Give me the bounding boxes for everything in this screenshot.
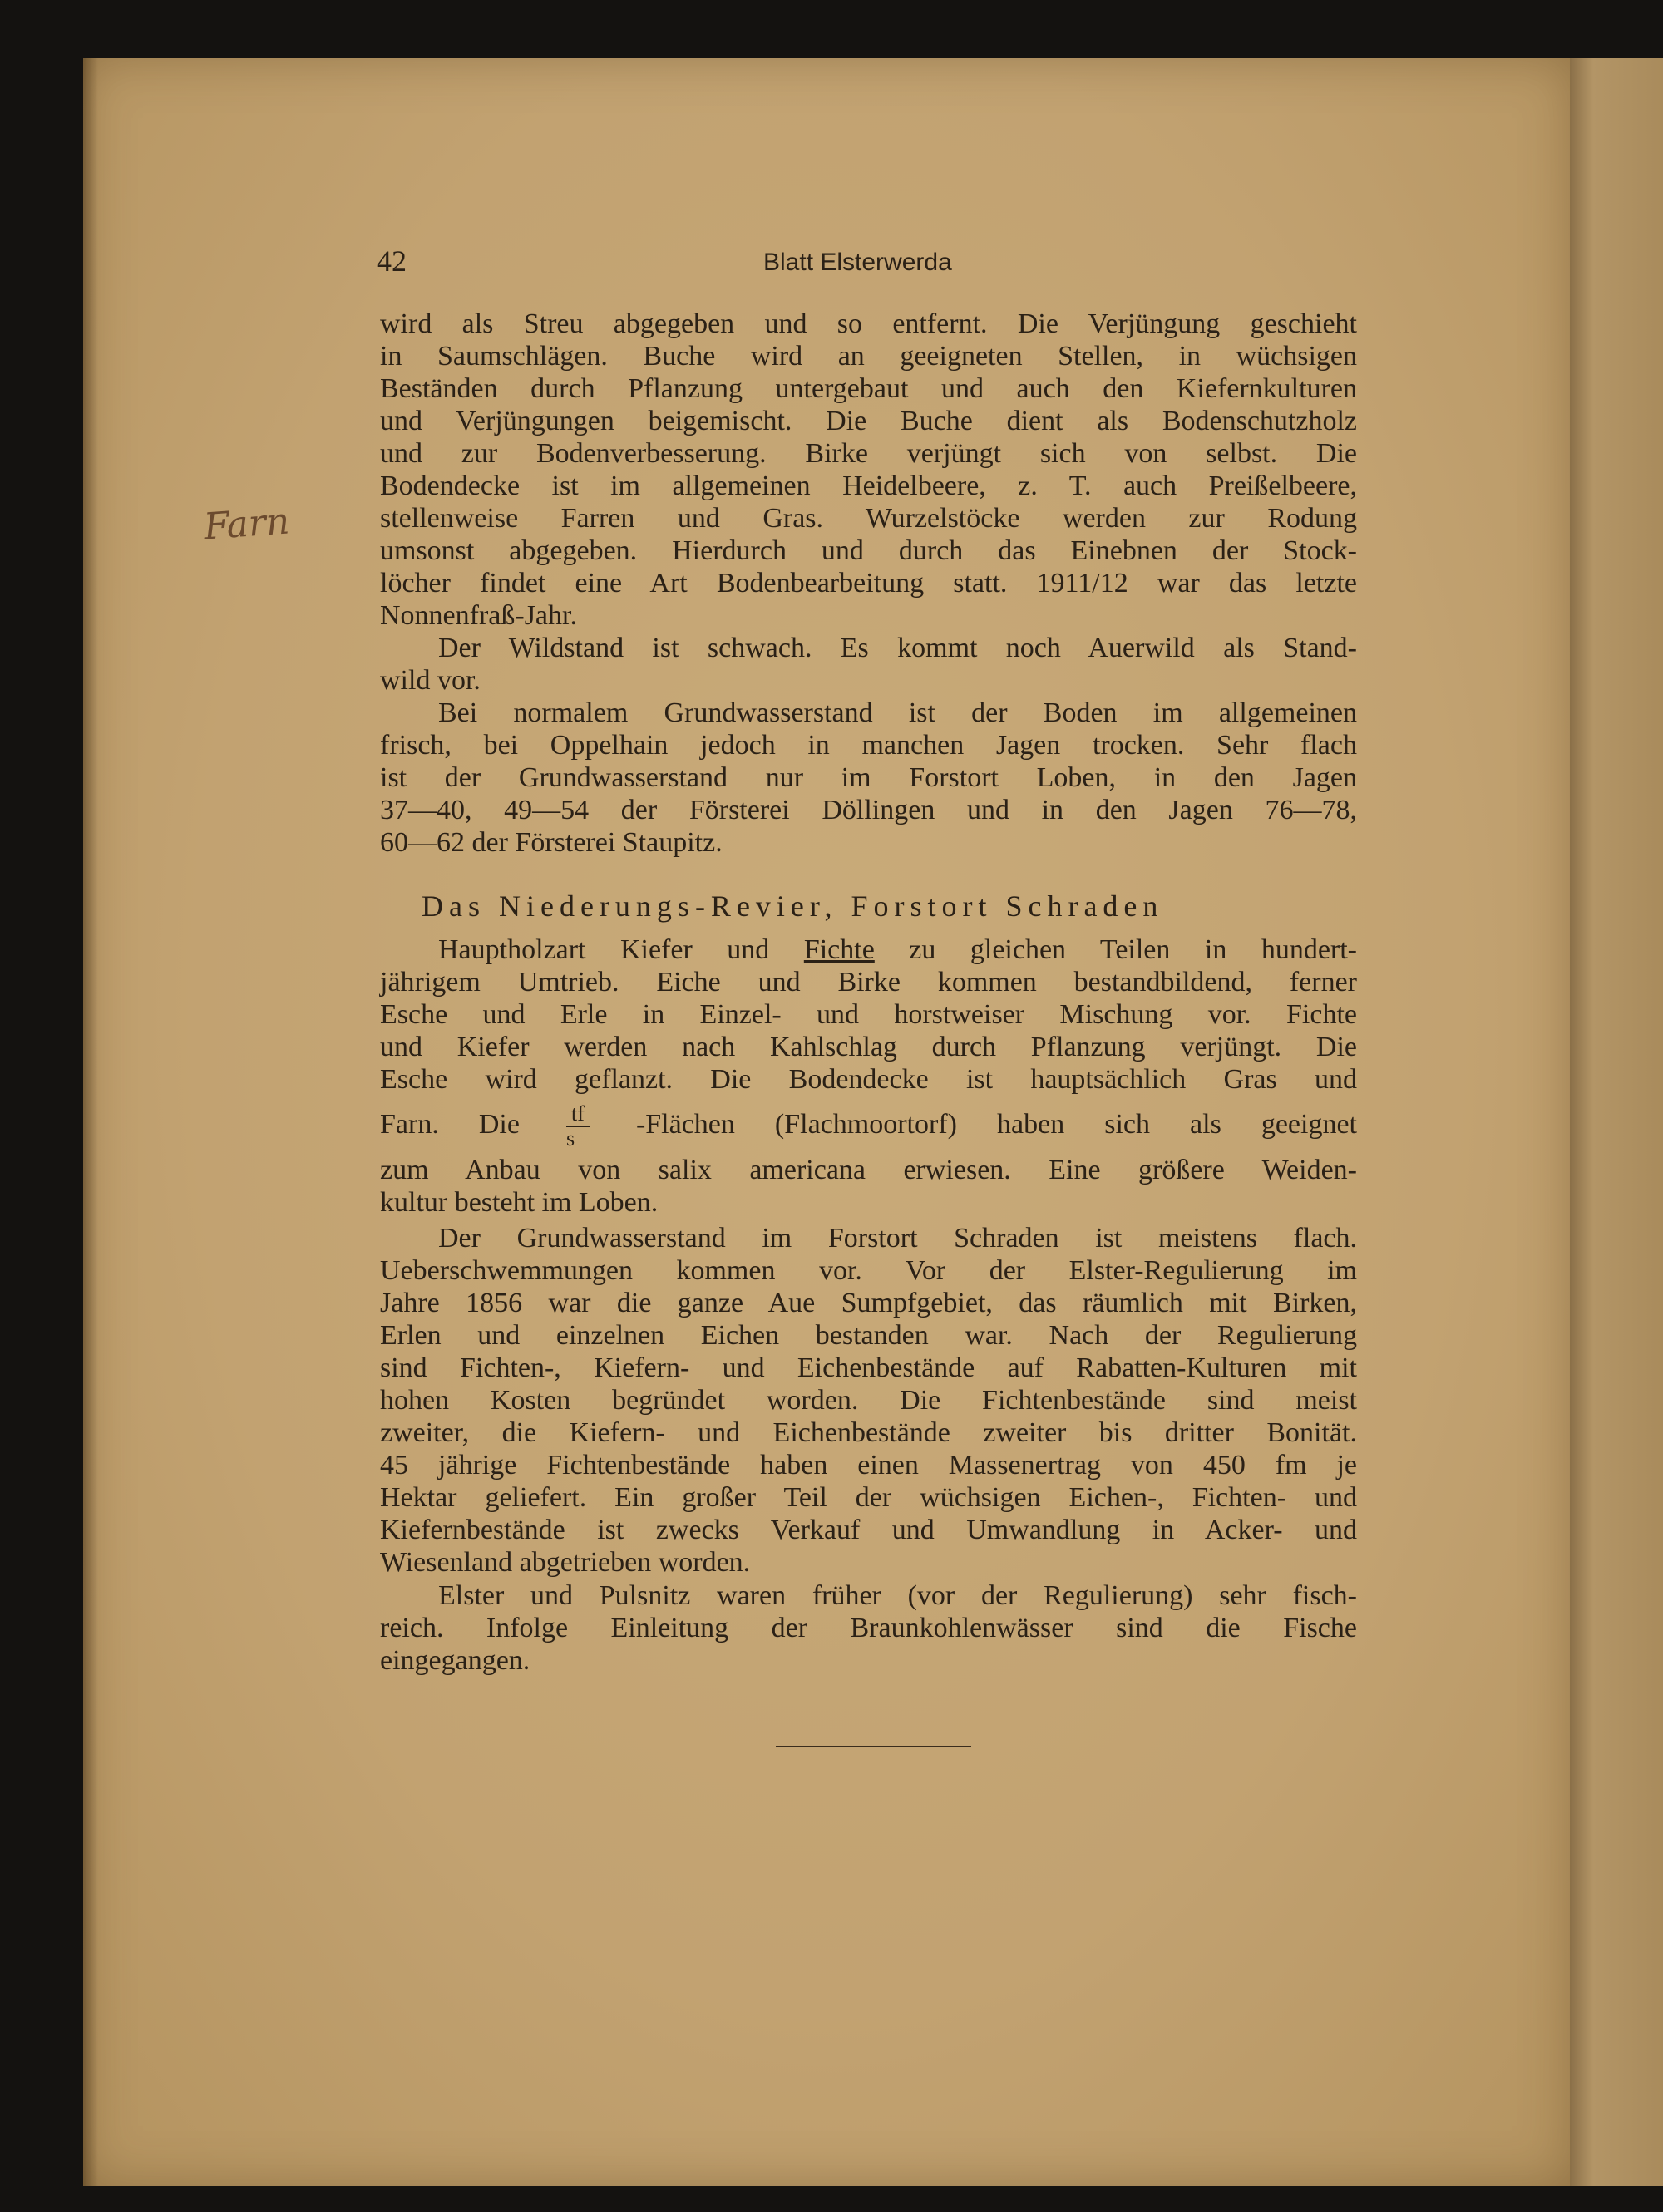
text-line-with-fraction bbox=[380, 1096, 1357, 1154]
text-line: Der Wildstand ist schwach. Es kommt noch Auerwild als Stand- bbox=[438, 633, 1357, 663]
text-segment: zu gleichen Teilen in hundert- bbox=[909, 934, 1358, 965]
paragraph-1 bbox=[380, 308, 1357, 632]
text-line: Hektar geliefert. Ein großer Teil der wüchsigen Eichen-, Fichten- und bbox=[380, 1482, 1357, 1513]
facing-page-edge bbox=[1570, 58, 1663, 2186]
text-line: hohen Kosten begründet worden. Die Fichtenbestände sind meist bbox=[380, 1385, 1357, 1416]
text-line bbox=[380, 934, 1357, 966]
text-line: zum Anbau von salix americana erwiesen. Eine größere Weiden- bbox=[380, 1155, 1357, 1185]
text-line: und zur Bodenverbesserung. Birke verjüngt sich von selbst. Die bbox=[380, 438, 1357, 469]
text-line: und Kiefer werden nach Kahlschlag durch Pflanzung verjüngt. Die bbox=[380, 1032, 1357, 1062]
text-segment: Hauptholzart Kiefer und bbox=[438, 934, 770, 965]
text-line: Bodendecke ist im allgemeinen Heidelbeere, z. T. auch Preißelbeere, bbox=[380, 470, 1357, 501]
text-line: 45 jährige Fichtenbestände haben einen Massenertrag von 450 fm je bbox=[380, 1450, 1357, 1480]
binding-shadow bbox=[83, 58, 98, 2186]
text-line: und Verjüngungen beigemischt. Die Buche dient als Bodenschutzholz bbox=[380, 406, 1357, 436]
underlined-word: Fichte bbox=[803, 934, 875, 965]
text-line: sind Fichten-, Kiefern- und Eichenbestände auf Rabatten-Kulturen mit bbox=[380, 1352, 1357, 1383]
paragraph-4 bbox=[380, 934, 1357, 1219]
running-title: Blatt Elsterwerda bbox=[763, 249, 952, 276]
text-line: 37—40, 49—54 der Försterei Döllingen und in den Jagen 76—78, bbox=[380, 795, 1357, 825]
text-line: wird als Streu abgegeben und so entfernt. Die Verjüngung geschieht bbox=[380, 308, 1357, 339]
text-line: frisch, bei Oppelhain jedoch in manchen Jagen trocken. Sehr flach bbox=[380, 730, 1357, 761]
text-line: Wiesenland abgetrieben worden. bbox=[380, 1547, 751, 1578]
text-line: Jahre 1856 war die ganze Aue Sumpfgebiet, das räumlich mit Birken, bbox=[380, 1288, 1357, 1318]
text-line: ist der Grundwasserstand nur im Forstort Loben, in den Jagen bbox=[380, 762, 1357, 793]
text-line: Bei normalem Grundwasserstand ist der Boden im allgemeinen bbox=[438, 697, 1357, 728]
text-segment: Farn. Die bbox=[380, 1109, 520, 1140]
text-line: in Saumschlägen. Buche wird an geeigneten Stellen, in wüchsigen bbox=[380, 341, 1357, 372]
closing-rule bbox=[776, 1746, 971, 1747]
text-line: Der Grundwasserstand im Forstort Schraden ist meistens flach. bbox=[438, 1223, 1357, 1254]
paragraph-2 bbox=[380, 632, 1357, 697]
text-line: wild vor. bbox=[380, 665, 481, 696]
text-line: Erlen und einzelnen Eichen bestanden war. Nach der Regulierung bbox=[380, 1320, 1357, 1351]
text-line: Elster und Pulsnitz waren früher (vor der Regulierung) sehr fisch- bbox=[438, 1580, 1357, 1611]
text-line: Esche und Erle in Einzel- und horstweiser Mischung vor. Fichte bbox=[380, 999, 1357, 1030]
page-number: 42 bbox=[377, 244, 407, 278]
section-heading: Das Niederungs-Revier, Forstort Schraden bbox=[422, 889, 1164, 923]
text-line: Ueberschwemmungen kommen vor. Vor der Elster-Regulierung im bbox=[380, 1255, 1357, 1286]
text-line: Kiefernbestände ist zwecks Verkauf und Umwandlung in Acker- und bbox=[380, 1515, 1357, 1545]
text-line: löcher findet eine Art Bodenbearbeitung statt. 1911/12 war das letzte bbox=[380, 568, 1357, 599]
text-line: Nonnenfraß-Jahr. bbox=[380, 600, 577, 631]
fraction-denominator: s bbox=[566, 1126, 575, 1151]
text-segment: -Flächen (Flachmoortorf) haben sich als geeignet bbox=[635, 1109, 1358, 1140]
text-line: kultur besteht im Loben. bbox=[380, 1187, 659, 1218]
text-line: reich. Infolge Einleitung der Braunkohlenwässer sind die Fische bbox=[380, 1613, 1357, 1643]
paragraph-3 bbox=[380, 697, 1357, 859]
handwritten-margin-note: Farn bbox=[202, 500, 291, 549]
text-line: eingegangen. bbox=[380, 1645, 530, 1676]
paragraph-5 bbox=[380, 1222, 1357, 1579]
text-line: Esche wird geflanzt. Die Bodendecke ist hauptsächlich Gras und bbox=[380, 1064, 1357, 1095]
text-line: jährigem Umtrieb. Eiche und Birke kommen bestandbildend, ferner bbox=[380, 967, 1357, 998]
fraction-numerator: tf bbox=[566, 1102, 590, 1127]
fraction bbox=[566, 1102, 590, 1150]
text-line: umsonst abgegeben. Hierdurch und durch das Einebnen der Stock- bbox=[380, 535, 1357, 566]
text-line: 60—62 der Försterei Staupitz. bbox=[380, 827, 723, 858]
paragraph-6 bbox=[380, 1579, 1357, 1677]
text-line: stellenweise Farren und Gras. Wurzelstöcke werden zur Rodung bbox=[380, 503, 1357, 534]
text-line: zweiter, die Kiefern- und Eichenbestände zweiter bis dritter Bonität. bbox=[380, 1417, 1357, 1448]
text-line: Beständen durch Pflanzung untergebaut und auch den Kiefernkulturen bbox=[380, 373, 1357, 404]
